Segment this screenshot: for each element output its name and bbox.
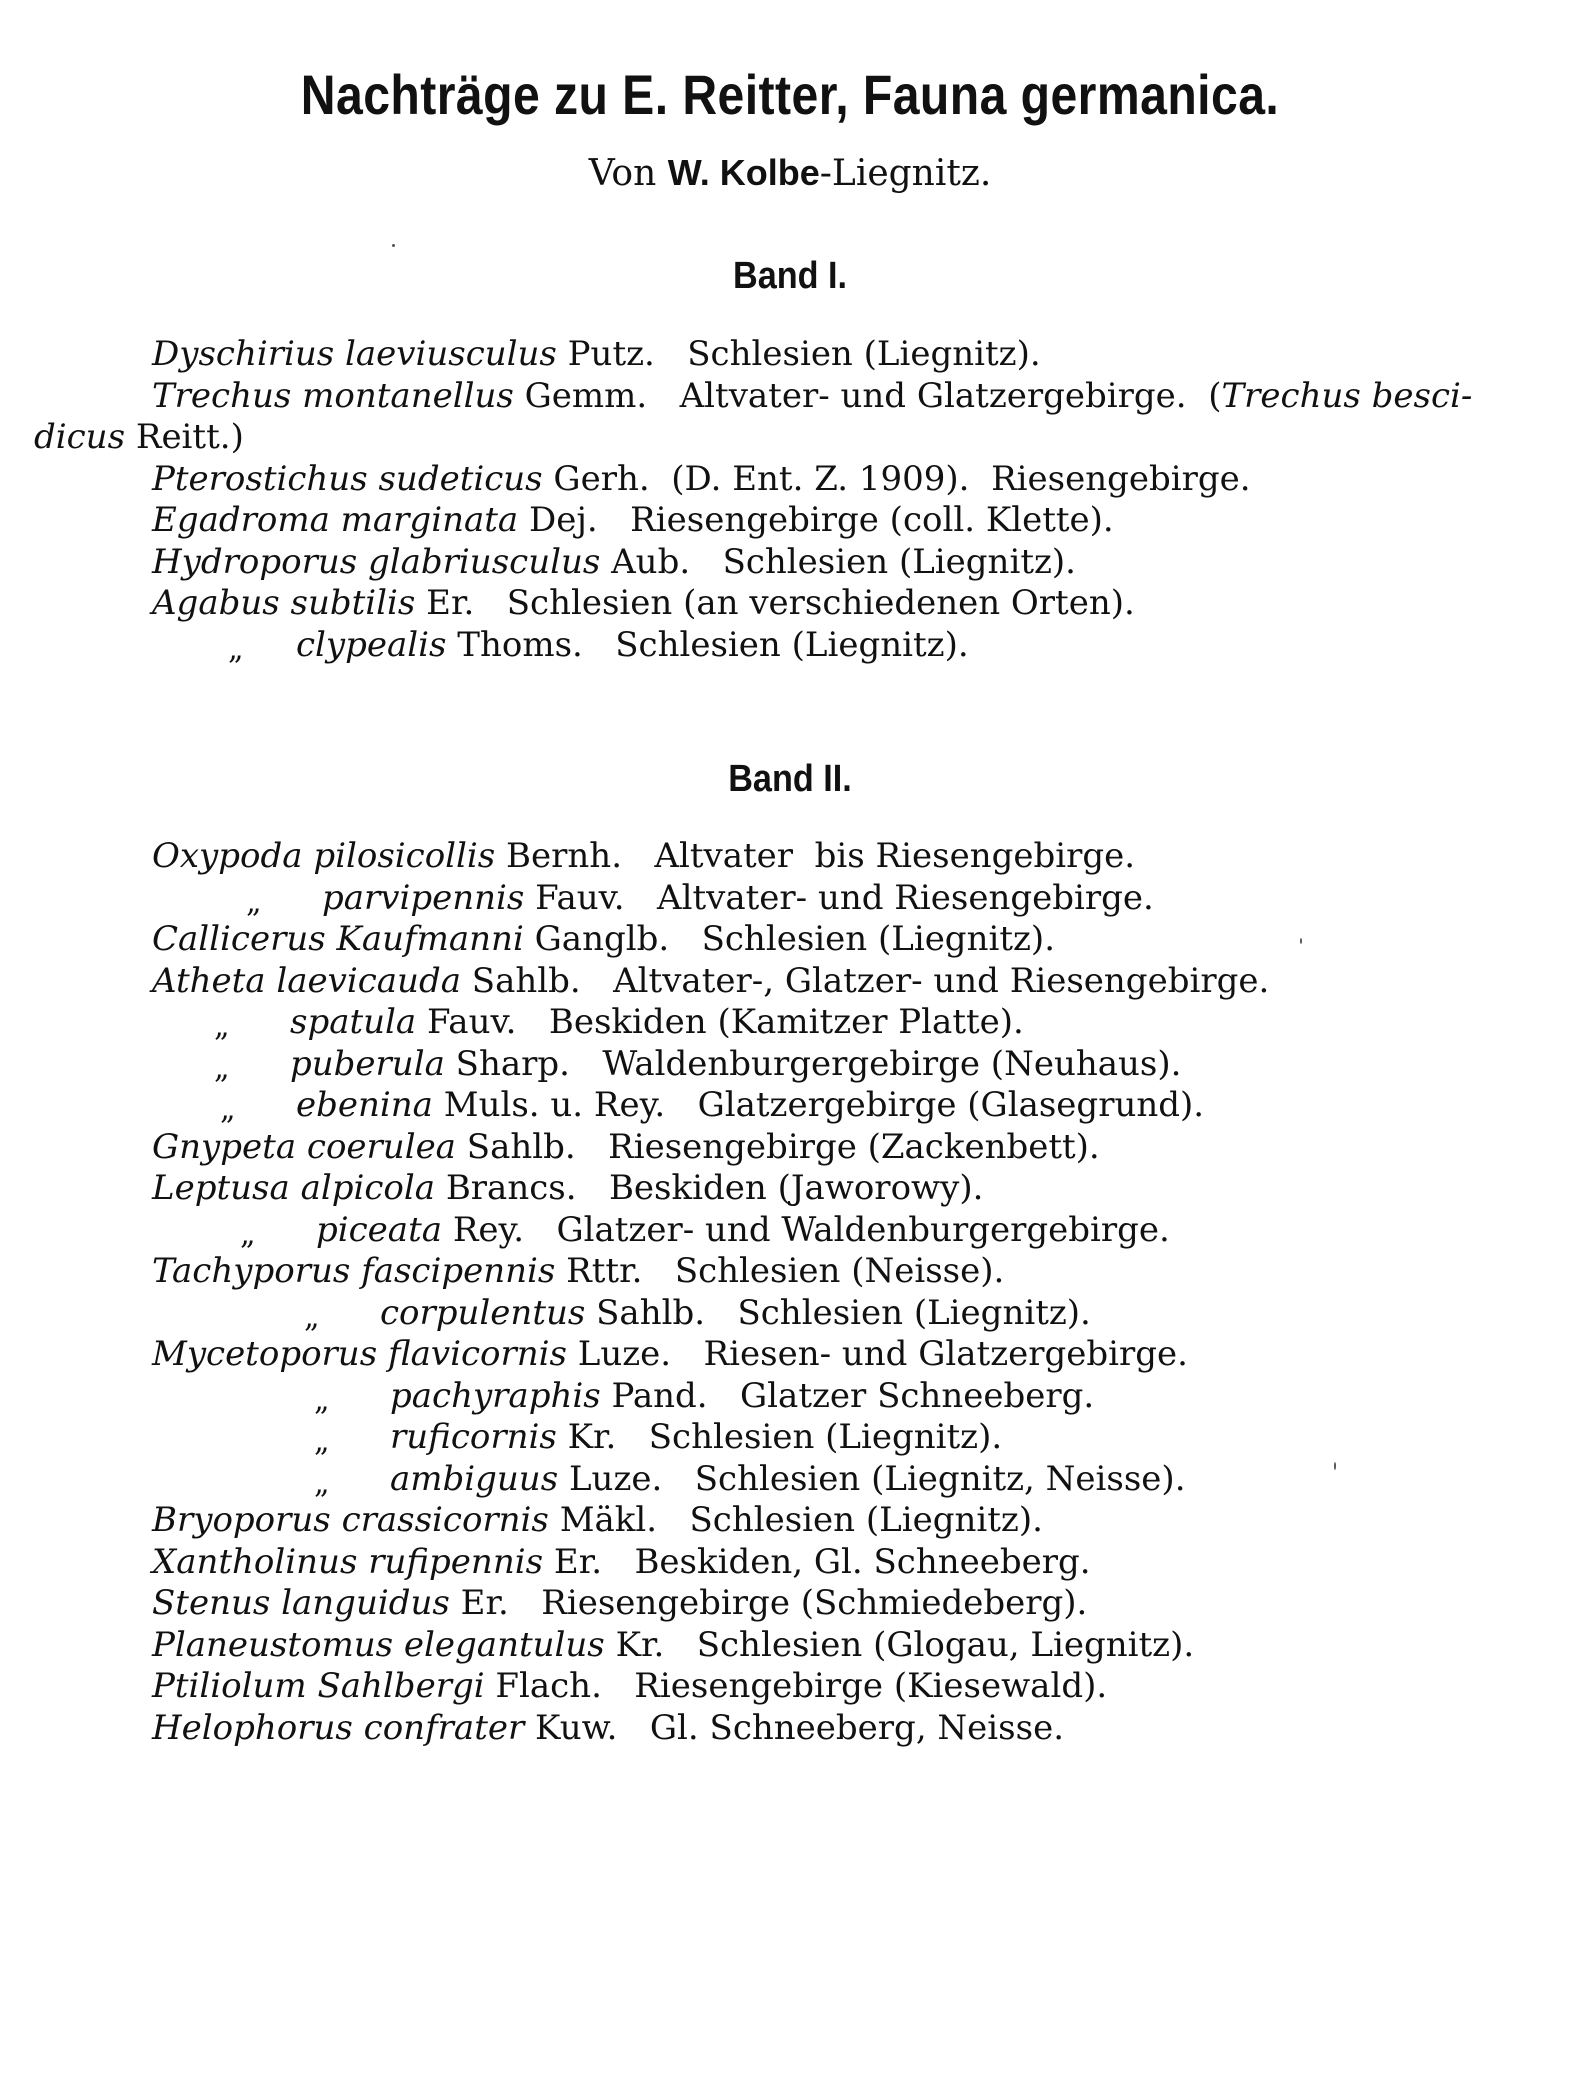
genus: Trechus bbox=[1221, 375, 1361, 416]
entry bbox=[0, 1002, 1580, 1044]
genus: Stenus bbox=[152, 1583, 271, 1623]
entry-rest: Thoms. Schlesien (Liegnitz). bbox=[446, 624, 969, 665]
entry-rest: Bernh. Altvater bis Riesengebirge. bbox=[495, 836, 1136, 876]
page-title: Nachträge zu E. Reitter, Fauna germanica. bbox=[300, 63, 1280, 126]
species: piceata bbox=[316, 1209, 443, 1250]
entry-rest: Ganglb. Schlesien (Liegnitz). bbox=[523, 919, 1055, 959]
genus: Oxypoda bbox=[152, 836, 303, 876]
speck bbox=[392, 244, 395, 247]
species: besci- bbox=[1360, 375, 1473, 416]
entry-rest: Sahlb. Altvater-, Glatzer- und Riesengebirge. bbox=[460, 960, 1270, 1001]
entry bbox=[0, 878, 1580, 920]
entry-rest: Sharp. Waldenburgergebirge (Neuhaus). bbox=[444, 1043, 1182, 1084]
entry-rest: Flach. Riesengebirge (Kiesewald). bbox=[484, 1666, 1108, 1706]
author-line bbox=[0, 152, 1580, 194]
species: ebenina bbox=[296, 1085, 433, 1125]
entry bbox=[0, 334, 1580, 376]
ditto-mark: „ bbox=[314, 1382, 330, 1418]
genus: Agabus bbox=[152, 583, 280, 623]
ditto-mark: „ bbox=[314, 1465, 330, 1501]
entry bbox=[0, 1127, 1580, 1169]
species: laeviusculus bbox=[345, 334, 557, 374]
entry bbox=[0, 961, 1580, 1003]
ditto-mark: „ bbox=[220, 1092, 236, 1127]
genus: Callicerus bbox=[152, 919, 326, 959]
species: ambiguus bbox=[390, 1458, 559, 1499]
entry-rest: Gerh. (D. Ent. Z. 1909). Riesengebirge. bbox=[542, 458, 1251, 499]
species: parvipennis bbox=[322, 877, 525, 918]
species: crassicornis bbox=[341, 1500, 549, 1540]
ditto-mark: „ bbox=[240, 1216, 256, 1252]
entry bbox=[0, 1044, 1580, 1086]
band-2-entries bbox=[0, 836, 1580, 1749]
genus: Mycetoporus bbox=[152, 1334, 378, 1374]
ditto-mark: „ bbox=[214, 1050, 230, 1086]
species: corpulentus bbox=[380, 1292, 586, 1333]
entry-rest: Kr. Schlesien (Glogau, Liegnitz). bbox=[604, 1624, 1195, 1665]
entry bbox=[0, 1542, 1580, 1584]
entry-rest: Putz. Schlesien (Liegnitz). bbox=[556, 334, 1041, 374]
species: coerulea bbox=[306, 1126, 456, 1167]
entry bbox=[0, 1625, 1580, 1667]
species: sudeticus bbox=[378, 458, 543, 499]
entry-rest: Fauv. Altvater- und Riesengebirge. bbox=[524, 877, 1154, 918]
species: spatula bbox=[290, 1002, 417, 1042]
entry-rest: Luze. Riesen- und Glatzergebirge. bbox=[566, 1334, 1188, 1374]
entry-rest: Mäkl. Schlesien (Liegnitz). bbox=[548, 1500, 1043, 1540]
entry-rest: Dej. Riesengebirge (coll. Klette). bbox=[518, 500, 1114, 540]
entry bbox=[0, 836, 1580, 878]
species: subtilis bbox=[290, 583, 416, 623]
genus: Ptiliolum bbox=[152, 1666, 307, 1706]
genus: Leptusa bbox=[152, 1168, 290, 1208]
species: marginata bbox=[340, 500, 519, 540]
entry bbox=[0, 1459, 1580, 1501]
genus: Helophorus bbox=[152, 1707, 353, 1748]
entry bbox=[0, 542, 1580, 584]
ditto-mark: „ bbox=[228, 631, 244, 667]
entry-rest: Rttr. Schlesien (Neisse). bbox=[555, 1251, 1005, 1291]
continuation-italic: dicus bbox=[34, 417, 126, 457]
entry bbox=[0, 376, 1580, 418]
genus: Bryoporus bbox=[152, 1500, 331, 1540]
genus: Atheta bbox=[152, 960, 266, 1001]
entry-rest: Muls. u. Rey. Glatzergebirge (Glasegrund). bbox=[432, 1085, 1205, 1125]
entry-rest: Er. Schlesien (an verschiedenen Orten). bbox=[415, 583, 1135, 623]
species: alpicola bbox=[300, 1168, 436, 1208]
entry bbox=[0, 1583, 1580, 1625]
entry-rest: Pand. Glatzer Schneeberg. bbox=[600, 1375, 1095, 1416]
entry-rest: Reitt.) bbox=[125, 417, 244, 457]
entry bbox=[0, 459, 1580, 501]
species: ruficornis bbox=[390, 1417, 557, 1457]
entry bbox=[0, 583, 1580, 625]
entry-rest: Gemm. Altvater- und Glatzergebirge. ( bbox=[513, 375, 1222, 416]
species: flavicornis bbox=[387, 1334, 567, 1374]
entry bbox=[0, 1085, 1580, 1127]
author-name: W. Kolbe bbox=[667, 152, 820, 193]
genus: Trechus bbox=[152, 375, 292, 416]
author-prefix: Von bbox=[588, 153, 657, 194]
entry bbox=[0, 1417, 1580, 1459]
entry-rest: Kuw. Gl. Schneeberg, Neisse. bbox=[524, 1707, 1065, 1748]
entry-rest: Brancs. Beskiden (Jaworowy). bbox=[435, 1168, 984, 1208]
entry bbox=[0, 500, 1580, 542]
band-heading-1: Band I. bbox=[732, 255, 848, 297]
species: pachyraphis bbox=[390, 1375, 601, 1416]
entry-rest: Fauv. Beskiden (Kamitzer Platte). bbox=[416, 1002, 1024, 1042]
entry bbox=[0, 919, 1580, 961]
entry-rest: Er. Beskiden, Gl. Schneeberg. bbox=[543, 1541, 1091, 1582]
ditto-mark: „ bbox=[246, 884, 262, 920]
entry bbox=[0, 1666, 1580, 1708]
species: puberula bbox=[290, 1043, 445, 1084]
entry bbox=[0, 1500, 1580, 1542]
entry bbox=[0, 1334, 1580, 1376]
ditto-mark: „ bbox=[214, 1009, 230, 1044]
species: fascipennis bbox=[361, 1251, 556, 1291]
species: rufipennis bbox=[368, 1541, 544, 1582]
author-suffix: -Liegnitz. bbox=[819, 153, 992, 194]
genus: Hydroporus bbox=[152, 541, 358, 582]
entry-rest: Aub. Schlesien (Liegnitz). bbox=[600, 541, 1076, 582]
entry bbox=[0, 1708, 1580, 1750]
genus: Pterostichus bbox=[152, 458, 368, 499]
genus: Gnypeta bbox=[152, 1126, 297, 1167]
entry bbox=[0, 1210, 1580, 1252]
entry bbox=[0, 1168, 1580, 1210]
species: laevicauda bbox=[276, 960, 461, 1001]
ditto-mark: „ bbox=[304, 1299, 320, 1335]
speck bbox=[1300, 938, 1302, 944]
species: clypealis bbox=[296, 624, 447, 665]
genus: Xantholinus bbox=[152, 1541, 358, 1582]
entry bbox=[0, 625, 1580, 667]
species: Sahlbergi bbox=[317, 1666, 485, 1706]
entry-rest: Kr. Schlesien (Liegnitz). bbox=[556, 1417, 1003, 1457]
species: confrater bbox=[363, 1707, 525, 1748]
entry-rest: Rey. Glatzer- und Waldenburgergebirge. bbox=[442, 1209, 1170, 1250]
band-1-entries bbox=[0, 334, 1580, 666]
species: Kaufmanni bbox=[336, 919, 524, 959]
entry-rest: Sahlb. Schlesien (Liegnitz). bbox=[585, 1292, 1091, 1333]
species: pilosicollis bbox=[313, 836, 496, 876]
ditto-mark: „ bbox=[314, 1424, 330, 1459]
genus: Dyschirius bbox=[152, 334, 335, 374]
genus: Egadroma bbox=[152, 500, 330, 540]
entry-rest: Er. Riesengebirge (Schmiedeberg). bbox=[449, 1583, 1088, 1623]
entry-rest: Luze. Schlesien (Liegnitz, Neisse). bbox=[558, 1458, 1186, 1499]
species: languidus bbox=[281, 1583, 450, 1623]
entry bbox=[0, 1251, 1580, 1293]
genus: Planeustomus bbox=[152, 1624, 394, 1665]
speck bbox=[1334, 1462, 1336, 1470]
entry bbox=[0, 1293, 1580, 1335]
entry-continuation bbox=[0, 417, 1580, 459]
genus: Tachyporus bbox=[152, 1251, 351, 1291]
entry bbox=[0, 1376, 1580, 1418]
species: glabriusculus bbox=[368, 541, 601, 582]
entry-rest: Sahlb. Riesengebirge (Zackenbett). bbox=[455, 1126, 1100, 1167]
species: elegantulus bbox=[403, 1624, 605, 1665]
species: montanellus bbox=[302, 375, 514, 416]
band-heading-2: Band II. bbox=[728, 758, 852, 800]
